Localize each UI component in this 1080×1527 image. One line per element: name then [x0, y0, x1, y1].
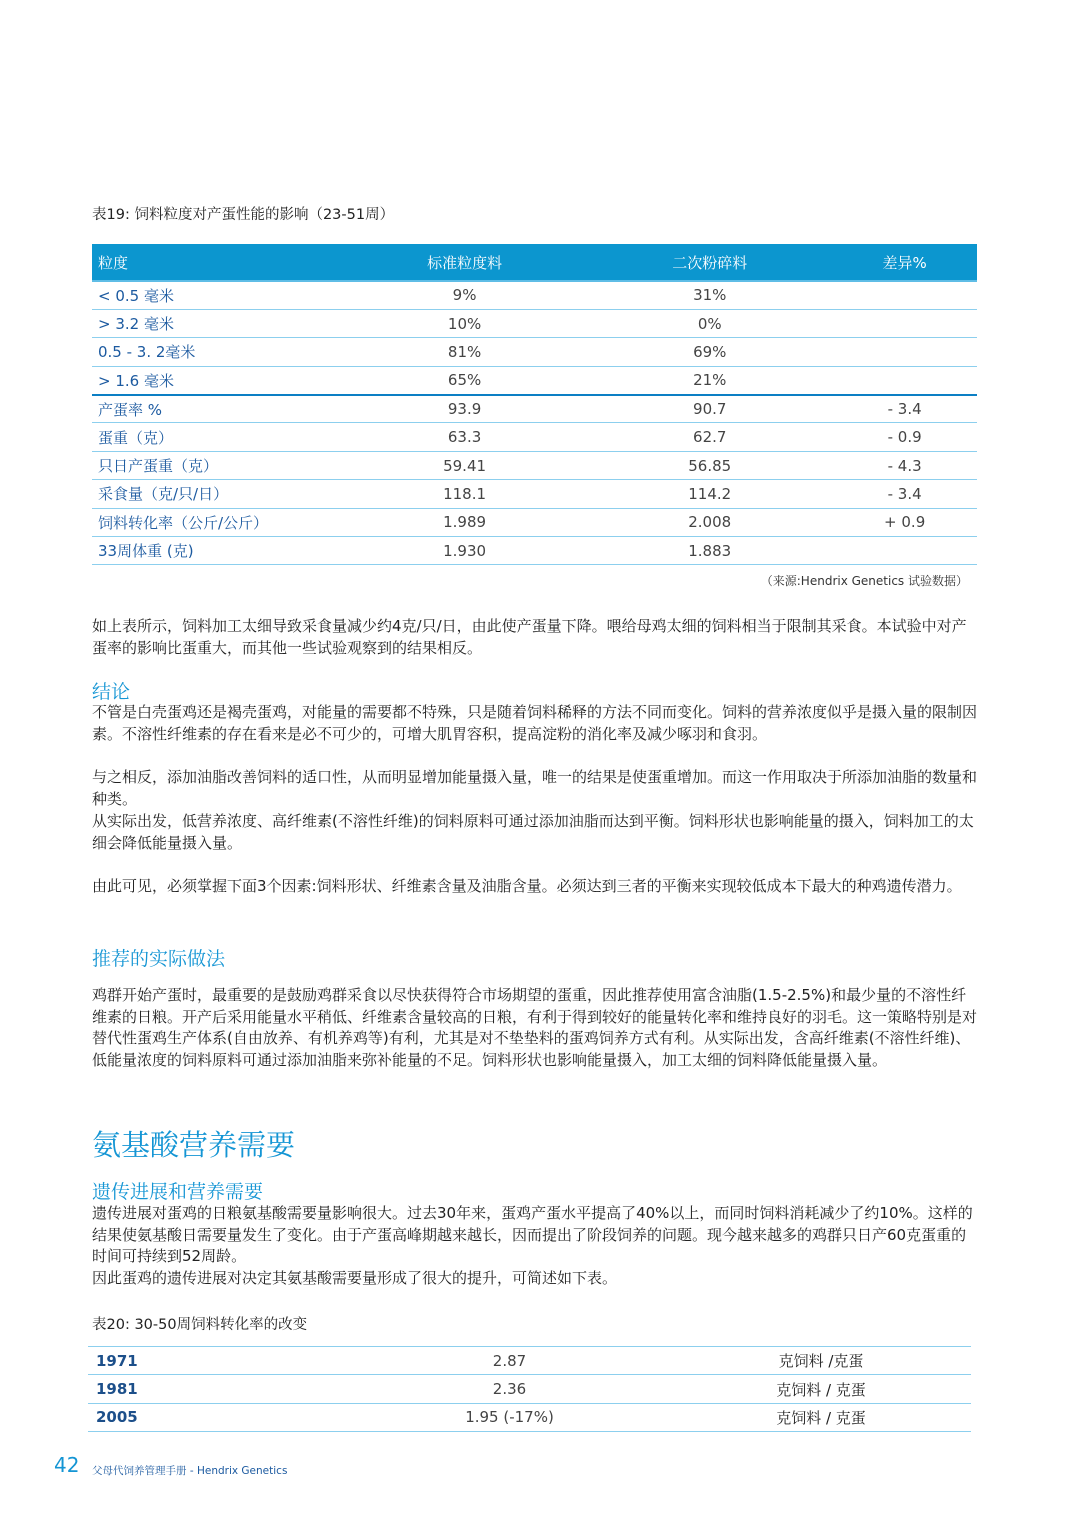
table-cell: 克饲料 /克蛋	[671, 1347, 971, 1375]
table-cell: 只日产蛋重（克）	[92, 451, 342, 479]
table-cell: 114.2	[587, 480, 832, 508]
table-cell: 1981	[88, 1375, 348, 1403]
table-cell: - 4.3	[832, 451, 977, 479]
footer-text: 父母代饲养管理手册 - Hendrix Genetics	[92, 1465, 288, 1477]
paragraph: 鸡群开始产蛋时，最重要的是鼓励鸡群采食以尽快获得符合市场期望的蛋重，因此推荐使用富含油脂(1.5-2.5%)和最少量的不溶性纤维素的日粮。开产后采用能量水平稍低、纤维素含量较高的日粮，有利于得到较好的能量转化率和维持良好的羽毛。这一策略特别是对替代性蛋鸡生产体系(自由放养、有机养鸡等)有利，尤其是对不垫垫料的蛋鸡饲养方式有利。从实际出发，含高纤维素(不溶性纤维)、低能量浓度的饲料原料可通过添加油脂来弥补能量的不足。饲料形状也影响能量摄入，加工太细的饲料降低能量摄入量。	[92, 986, 978, 1069]
paragraph: 由此可见，必须掌握下面3个因素:饲料形状、纤维素含量及油脂含量。必须达到三者的平衡来实现较低成本下最大的种鸡遗传潜力。	[92, 877, 962, 895]
column-header: 差异%	[832, 244, 977, 281]
table-cell: 0%	[587, 309, 832, 337]
table-cell: 69%	[587, 338, 832, 366]
table-cell: 65%	[342, 366, 587, 394]
table-cell	[832, 338, 977, 366]
table-row	[92, 281, 977, 309]
section-heading-conclusion: 结论	[92, 681, 131, 703]
table-cell: 克饲料 / 克蛋	[671, 1403, 971, 1431]
column-header: 粒度	[92, 244, 342, 281]
table-row	[88, 1347, 971, 1375]
table-row	[92, 451, 977, 479]
table-cell: 62.7	[587, 423, 832, 451]
table-row	[92, 508, 977, 536]
paragraph: 如上表所示，饲料加工太细导致采食量减少约4克/只/日，由此使产蛋量下降。喂给母鸡太细的饲料相当于限制其采食。本试验中对产蛋率的影响比蛋重大，而其他一些试验观察到的结果相反。	[92, 617, 967, 657]
chapter-heading: 氨基酸营养需要	[92, 1128, 296, 1162]
table-cell: 克饲料 / 克蛋	[671, 1375, 971, 1403]
table-cell: 产蛋率 %	[92, 395, 342, 423]
table-cell: 蛋重（克）	[92, 423, 342, 451]
table-cell: 33周体重 (克)	[92, 537, 342, 565]
table-cell: 9%	[342, 281, 587, 309]
table-cell: + 0.9	[832, 508, 977, 536]
table-cell: 10%	[342, 309, 587, 337]
section-heading-genetic: 遗传进展和营养需要	[92, 1181, 264, 1203]
table-19	[92, 244, 977, 565]
table-cell: 2.87	[348, 1347, 671, 1375]
table-cell: - 0.9	[832, 423, 977, 451]
table-cell: 采食量（克/只/日）	[92, 480, 342, 508]
table-cell: 1971	[88, 1347, 348, 1375]
table-cell	[832, 537, 977, 565]
table-row	[88, 1375, 971, 1403]
table19-caption: 表19: 饲料粒度对产蛋性能的影响（23-51周）	[92, 207, 395, 223]
page-number: 42	[54, 1453, 80, 1477]
table-cell: 31%	[587, 281, 832, 309]
table-row	[92, 338, 977, 366]
table-cell: 93.9	[342, 395, 587, 423]
table-cell: > 3.2 毫米	[92, 309, 342, 337]
table-cell: 59.41	[342, 451, 587, 479]
table-cell	[832, 309, 977, 337]
table-cell: 1.883	[587, 537, 832, 565]
table-row	[92, 366, 977, 394]
table-source: （来源:Hendrix Genetics 试验数据）	[760, 574, 968, 588]
table-cell: 0.5 - 3. 2毫米	[92, 338, 342, 366]
table-row	[92, 480, 977, 508]
table-cell: 2005	[88, 1403, 348, 1431]
table-cell: - 3.4	[832, 480, 977, 508]
table-cell: 63.3	[342, 423, 587, 451]
table-cell: 2.36	[348, 1375, 671, 1403]
table-row	[92, 309, 977, 337]
table-row	[88, 1403, 971, 1431]
paragraph: 遗传进展对蛋鸡的日粮氨基酸需要量影响很大。过去30年来，蛋鸡产蛋水平提高了40%以上，而同时饲料消耗减少了约10%。这样的结果使氨基酸日需要量发生了变化。由于产蛋高峰期越来越长，因而提出了阶段饲养的问题。现今越来越多的鸡群只日产60克蛋重的时间可持续到52周龄。	[92, 1204, 973, 1265]
table-cell: 90.7	[587, 395, 832, 423]
table-20	[88, 1346, 971, 1432]
section-heading-practice: 推荐的实际做法	[92, 948, 226, 970]
table-cell: 1.95 (-17%)	[348, 1403, 671, 1431]
table-row	[92, 395, 977, 423]
table-cell: 118.1	[342, 480, 587, 508]
table-cell: - 3.4	[832, 395, 977, 423]
table-cell: 56.85	[587, 451, 832, 479]
table-cell: 81%	[342, 338, 587, 366]
table20-caption: 表20: 30-50周饲料转化率的改变	[92, 1317, 308, 1333]
column-header: 二次粉碎料	[587, 244, 832, 281]
paragraph: 不管是白壳蛋鸡还是褐壳蛋鸡，对能量的需要都不特殊，只是随着饲料稀释的方法不同而变化。饲料的营养浓度似乎是摄入量的限制因素。不溶性纤维素的存在看来是必不可少的，可增大肌胃容积，提高淀粉的消化率及减少啄羽和食羽。	[92, 703, 978, 743]
table-cell	[832, 366, 977, 394]
paragraph: 因此蛋鸡的遗传进展对决定其氨基酸需要量形成了很大的提升，可简述如下表。	[92, 1269, 618, 1287]
table-row	[92, 423, 977, 451]
table-cell	[832, 281, 977, 309]
table-cell: > 1.6 毫米	[92, 366, 342, 394]
table-row	[92, 537, 977, 565]
table-cell: 饲料转化率（公斤/公斤）	[92, 508, 342, 536]
column-header: 标准粒度料	[342, 244, 587, 281]
paragraph: 与之相反，添加油脂改善饲料的适口性，从而明显增加能量摄入量，唯一的结果是使蛋重增加。而这一作用取决于所添加油脂的数量和种类。	[92, 768, 978, 808]
table-cell: < 0.5 毫米	[92, 281, 342, 309]
table-header-row	[92, 244, 977, 281]
paragraph: 从实际出发，低营养浓度、高纤维素(不溶性纤维)的饲料原料可通过添加油脂而达到平衡。饲料形状也影响能量的摄入，饲料加工的太细会降低能量摄入量。	[92, 812, 974, 852]
table-cell: 1.930	[342, 537, 587, 565]
table-cell: 21%	[587, 366, 832, 394]
table-cell: 1.989	[342, 508, 587, 536]
table-cell: 2.008	[587, 508, 832, 536]
